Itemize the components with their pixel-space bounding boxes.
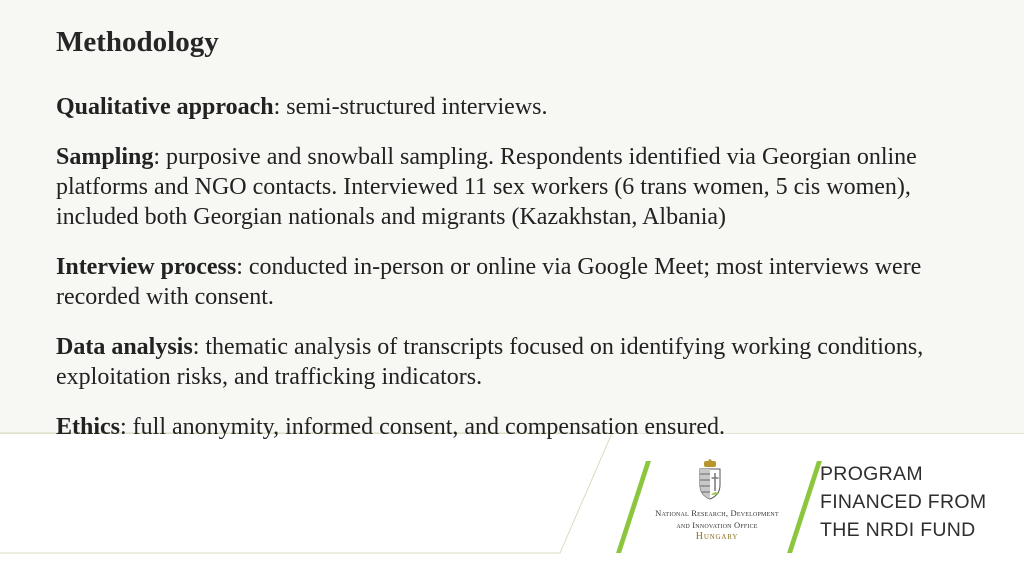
nrdi-logo <box>612 455 1012 565</box>
program-line-1: PROGRAM <box>820 463 923 485</box>
paragraph-ethics <box>56 412 996 442</box>
paragraph-label: Ethics <box>56 414 121 440</box>
paragraph-data-analysis <box>56 332 996 392</box>
office-country: Hungary <box>695 531 739 542</box>
paragraph-interview-process <box>56 252 996 312</box>
paragraph-label: Sampling <box>56 144 154 170</box>
slide-body <box>56 92 996 462</box>
paragraph-label: Data analysis <box>56 334 193 360</box>
nrdi-office-name <box>642 507 792 543</box>
program-line-3: THE NRDI FUND <box>820 519 976 541</box>
hungarian-coat-of-arms-icon <box>696 459 724 501</box>
program-financed-text <box>820 460 1010 544</box>
slide-title: Methodology <box>56 26 219 58</box>
program-line-2: FINANCED FROM <box>820 491 987 513</box>
office-line-2: and Innovation Office <box>676 520 758 530</box>
paragraph-label: Interview process <box>56 254 237 280</box>
paragraph-text: : purposive and snowball sampling. Respondents identified via Georgian online platforms and NGO contacts. Interviewed 11 sex workers (6 trans women, 5 cis women), included both Georgian nationals and migrants (Kazakhstan, Albania) <box>56 144 917 230</box>
office-line-1: National Research, Development <box>655 508 779 518</box>
paragraph-text: : semi-structured interviews. <box>273 94 548 120</box>
paragraph-sampling <box>56 142 996 232</box>
paragraph-text: : full anonymity, informed consent, and compensation ensured. <box>120 414 725 440</box>
paragraph-text: : thematic analysis of transcripts focused on identifying working conditions, exploitation risks, and trafficking indicators. <box>56 334 924 390</box>
paragraph-text: : conducted in-person or online via Google Meet; most interviews were recorded with consent. <box>56 254 922 310</box>
paragraph-qualitative-approach <box>56 92 996 122</box>
paragraph-label: Qualitative approach <box>56 94 274 120</box>
green-slash-right <box>787 461 822 553</box>
